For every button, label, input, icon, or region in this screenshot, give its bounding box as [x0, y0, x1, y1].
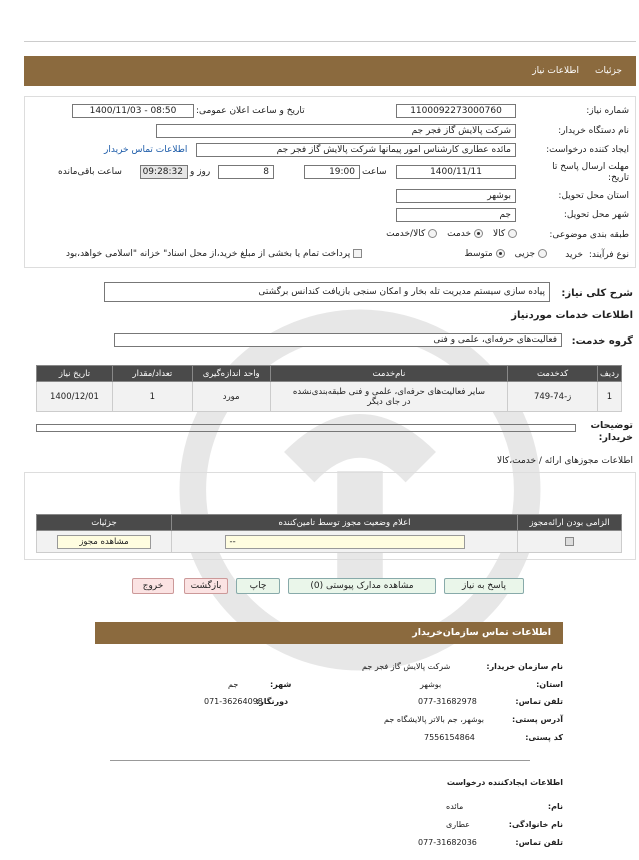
deadline-label: مهلت ارسال پاسخ تا تاریخ:	[552, 162, 629, 183]
process-label: نوع فرآیند:	[588, 250, 629, 260]
buyer-notes-field	[36, 424, 576, 432]
creator-phone-label: تلفن تماس:	[515, 838, 563, 847]
cell-quantity: 1	[112, 382, 192, 412]
cell-permit-details	[37, 531, 172, 553]
process-minor-option[interactable]: جزیی	[515, 249, 547, 259]
remaining-time-field: 09:28:32	[140, 165, 188, 179]
category-both-option[interactable]: کالا/خدمت	[386, 229, 437, 239]
permits-table	[36, 514, 622, 553]
permit-required-checkbox	[565, 537, 574, 546]
category-service-option[interactable]: خدمت	[447, 229, 483, 239]
buyer-notes-label: توضیحات خریدار:	[590, 420, 633, 443]
cell-permit-required	[518, 531, 622, 553]
radio-service[interactable]	[474, 229, 483, 238]
exit-button[interactable]: خروج	[132, 578, 174, 594]
cell-service-name: سایر فعالیت‌های حرفه‌ای، علمی و فنی طبقه‌بندی‌نشده در جای دیگر	[270, 382, 508, 412]
contact-province-label: استان:	[536, 680, 563, 689]
contact-divider	[110, 760, 530, 761]
permits-title: اطلاعات مجوزهای ارائه / خدمت،کالا	[497, 456, 633, 466]
contact-phone-value: 077-31682978	[418, 697, 477, 706]
permits-table-header	[37, 515, 622, 531]
contact-city-label: شهر:	[270, 680, 292, 689]
category-goods-option[interactable]: کالا	[493, 229, 517, 239]
contact-org-value: شرکت پالایش گاز فجر جم	[362, 662, 451, 671]
buyer-label: نام دستگاه خریدار:	[558, 126, 629, 136]
service-group-field: فعالیت‌های حرفه‌ای، علمی و فنی	[114, 333, 562, 347]
reply-button[interactable]: پاسخ به نیاز	[444, 578, 524, 594]
col-unit: واحد اندازه‌گیری	[192, 366, 270, 382]
header-bar	[24, 56, 636, 86]
process-radio-group	[464, 249, 547, 259]
col-service-code: کدخدمت	[508, 366, 598, 382]
creator-phone-value: 077-31682036	[418, 838, 477, 847]
radio-medium[interactable]	[496, 249, 505, 258]
table-row	[37, 382, 622, 412]
services-table-header	[37, 366, 622, 382]
services-section-title: اطلاعات خدمات موردنیاز	[511, 310, 633, 321]
announce-label: تاریخ و ساعت اعلان عمومی:	[196, 106, 305, 116]
col-quantity: تعداد/مقدار	[112, 366, 192, 382]
contact-fax-value: 071-36264098	[204, 697, 263, 706]
province-label: استان محل تحویل:	[558, 191, 629, 201]
announce-field: 1400/11/03 - 08:50	[72, 104, 194, 118]
cell-permit-status	[172, 531, 518, 553]
permit-status-field: --	[225, 535, 465, 549]
creator-family-value: عطاری	[446, 820, 470, 829]
cell-row: 1	[598, 382, 622, 412]
contact-postal-label: کد پستی:	[525, 733, 563, 742]
creator-label: ایجاد کننده درخواست:	[546, 145, 629, 155]
treasury-checkbox[interactable]	[353, 249, 362, 258]
city-field: جم	[396, 208, 516, 222]
tab-details[interactable]: جزئیات	[595, 66, 622, 76]
table-row	[37, 531, 622, 553]
contact-province-value: بوشهر	[420, 680, 442, 689]
radio-minor[interactable]	[538, 249, 547, 258]
creator-section-title: اطلاعات ایجادکننده درخواست	[446, 778, 563, 787]
contact-fax-label: دورنگار:	[256, 697, 289, 706]
service-group-label: گروه خدمت:	[571, 336, 633, 347]
top-divider	[24, 41, 636, 42]
creator-field: مائده عطاری کارشناس امور پیمانها شرکت پالایش گاز فجر جم	[196, 143, 516, 157]
cell-unit: مورد	[192, 382, 270, 412]
attachments-button[interactable]: مشاهده مدارک پیوستی (0)	[288, 578, 436, 594]
province-field: بوشهر	[396, 189, 516, 203]
treasury-note: پرداخت تمام یا بخشی از مبلغ خرید،از محل اسناد" خزانه "اسلامی خواهد،بود	[66, 249, 351, 259]
buyer-field: شرکت پالایش گاز فجر جم	[156, 124, 516, 138]
contact-city-value: جم	[228, 680, 239, 689]
radio-goods[interactable]	[508, 229, 517, 238]
col-row: ردیف	[598, 366, 622, 382]
creator-name-value: مائده	[446, 802, 464, 811]
contact-postal-value: 7556154864	[424, 733, 475, 742]
process-medium-option[interactable]: متوسط	[464, 249, 504, 259]
col-permit-details: جزئیات	[37, 515, 172, 531]
buyer-contact-link[interactable]: اطلاعات تماس خریدار	[104, 145, 188, 155]
contact-org-label: نام سازمان خریدار:	[486, 662, 563, 671]
treasury-payment-option[interactable]	[66, 249, 362, 259]
deadline-time-field: 19:00	[304, 165, 360, 179]
tab-need-info[interactable]: اطلاعات نیاز	[532, 66, 580, 76]
process-purchase: خرید	[565, 250, 583, 260]
description-label: شرح کلی نیاز:	[561, 288, 633, 299]
col-need-date: تاریخ نیاز	[37, 366, 113, 382]
need-number-field: 1100092273000760	[396, 104, 516, 118]
col-service-name: نام‌خدمت	[270, 366, 508, 382]
deadline-date-field: 1400/11/11	[396, 165, 516, 179]
back-button[interactable]: بازگشت	[184, 578, 228, 594]
print-button[interactable]: چاپ	[236, 578, 280, 594]
contact-section-title: اطلاعات تماس سازمان‌خریدار	[95, 622, 563, 644]
days-label: روز و	[190, 167, 211, 177]
description-field: پیاده سازی سیستم مدیریت تله بخار و امکان سنجی بازیافت کندانس برگشتی	[104, 282, 550, 302]
time-label: ساعت	[362, 167, 387, 177]
services-table	[36, 365, 622, 412]
city-label: شهر محل تحویل:	[563, 210, 629, 220]
radio-goods-service[interactable]	[428, 229, 437, 238]
contact-address-label: آدرس پستی:	[512, 715, 563, 724]
cell-need-date: 1400/12/01	[37, 382, 113, 412]
col-permit-required: الزامی بودن ارائه‌مجوز	[518, 515, 622, 531]
cell-service-code: ز-74-749	[508, 382, 598, 412]
days-field: 8	[218, 165, 274, 179]
contact-address-value: بوشهر، جم بالاتر پالایشگاه جم	[384, 715, 484, 724]
view-permit-button[interactable]: مشاهده مجوز	[57, 535, 151, 549]
remaining-label: ساعت باقی‌مانده	[58, 167, 122, 177]
creator-family-label: نام خانوادگی:	[508, 820, 563, 829]
category-radio-group	[386, 229, 517, 239]
need-number-label: شماره نیاز:	[586, 106, 629, 116]
category-label: طبقه بندی موضوعی:	[549, 230, 629, 240]
creator-name-label: نام:	[547, 802, 563, 811]
col-permit-status: اعلام وضعیت مجوز توسط تامین‌کننده	[172, 515, 518, 531]
contact-phone-label: تلفن تماس:	[515, 697, 563, 706]
